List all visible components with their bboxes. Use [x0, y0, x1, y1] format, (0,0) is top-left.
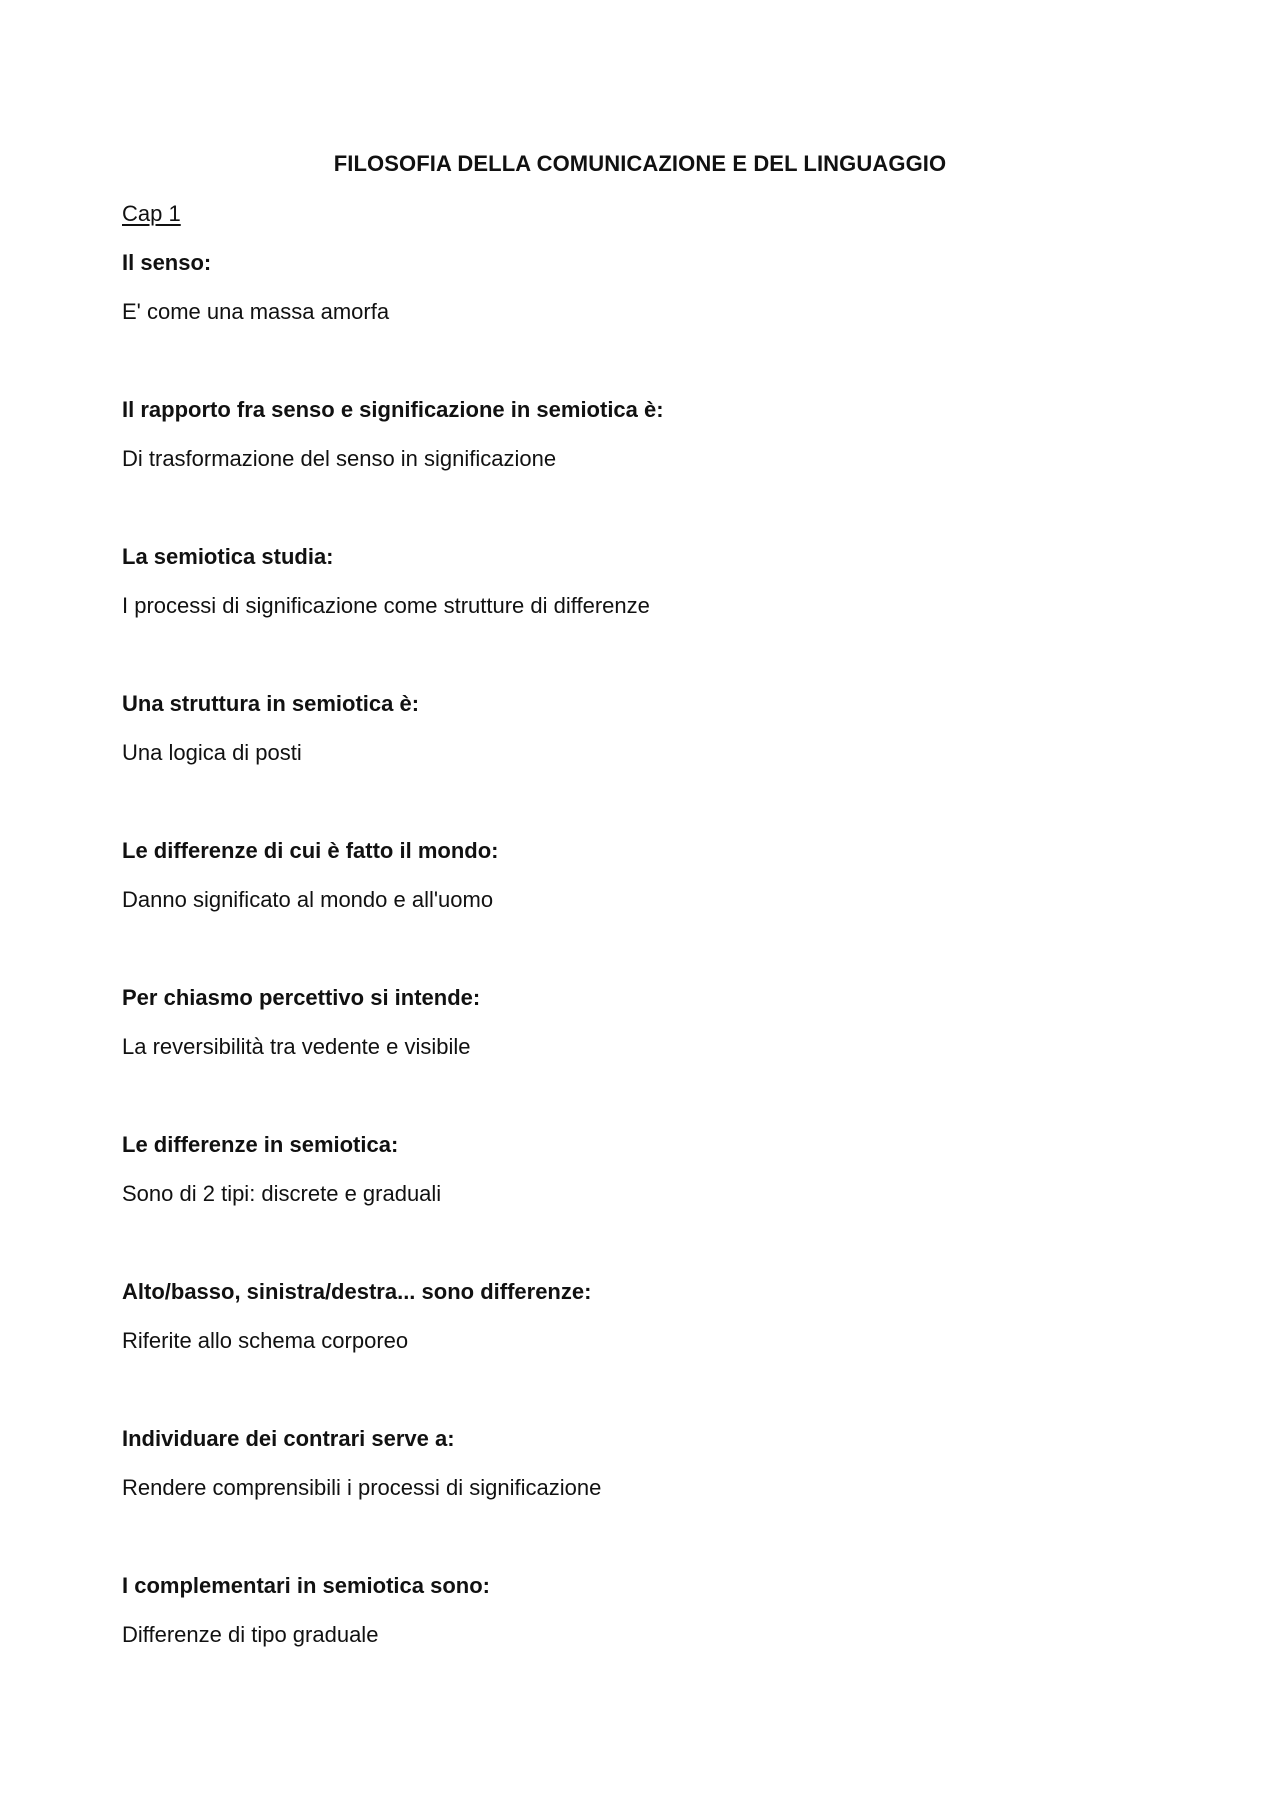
answer-text: Danno significato al mondo e all'uomo — [122, 887, 494, 912]
qa-item — [122, 838, 1162, 913]
question-text: Il rapporto fra senso e significazione in semiotica è: — [122, 397, 664, 422]
question-text: Il senso: — [122, 250, 212, 275]
answer-text: E' come una massa amorfa — [122, 299, 390, 324]
chapter-heading: Cap 1 — [122, 201, 181, 226]
qa-item — [122, 397, 1162, 472]
question-text: Le differenze in semiotica: — [122, 1132, 399, 1157]
question-text: Individuare dei contrari serve a: — [122, 1426, 455, 1451]
question-text: La semiotica studia: — [122, 544, 334, 569]
answer-text: Una logica di posti — [122, 740, 302, 765]
qa-item — [122, 250, 1162, 325]
qa-item — [122, 1279, 1162, 1354]
qa-item — [122, 1573, 1162, 1648]
question-text: Alto/basso, sinistra/destra... sono differenze: — [122, 1279, 592, 1304]
qa-item — [122, 985, 1162, 1060]
answer-text: La reversibilità tra vedente e visibile — [122, 1034, 471, 1059]
question-text: Una struttura in semiotica è: — [122, 691, 420, 716]
qa-item — [122, 544, 1162, 619]
question-text: Per chiasmo percettivo si intende: — [122, 985, 481, 1010]
answer-text: Riferite allo schema corporeo — [122, 1328, 409, 1353]
answer-text: Di trasformazione del senso in significazione — [122, 446, 557, 471]
answer-text: Sono di 2 tipi: discrete e graduali — [122, 1181, 442, 1206]
answer-text: Rendere comprensibili i processi di significazione — [122, 1475, 602, 1500]
document-title: FILOSOFIA DELLA COMUNICAZIONE E DEL LINGUAGGIO — [333, 151, 947, 176]
answer-text: Differenze di tipo graduale — [122, 1622, 379, 1647]
qa-item — [122, 691, 1162, 766]
qa-item — [122, 1426, 1162, 1501]
qa-item — [122, 1132, 1162, 1207]
answer-text: I processi di significazione come strutture di differenze — [122, 593, 650, 618]
question-text: I complementari in semiotica sono: — [122, 1573, 490, 1598]
question-text: Le differenze di cui è fatto il mondo: — [122, 838, 499, 863]
